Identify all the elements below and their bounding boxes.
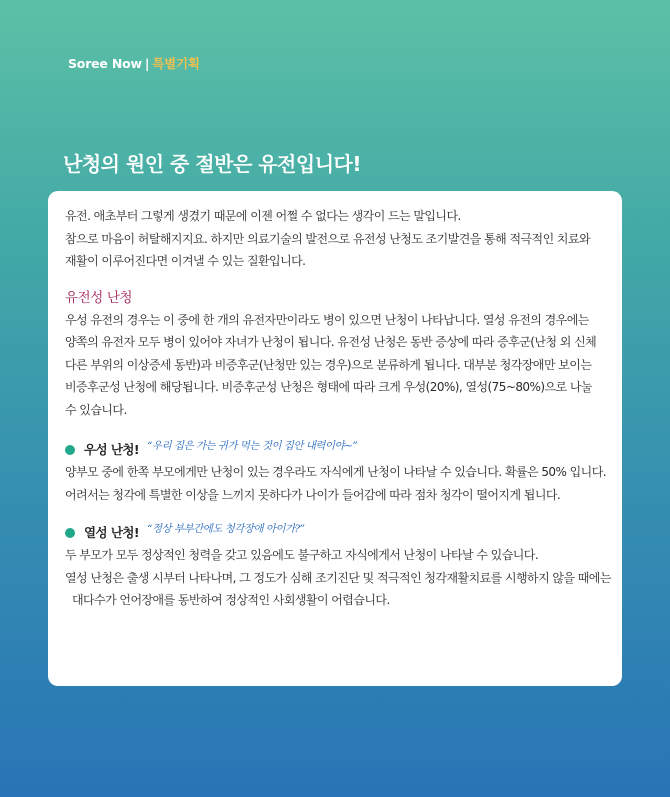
body-line: 양부모 중에 한쪽 부모에게만 난청이 있는 경우라도 자식에게 난청이 나타날 수 있습니다. 확률은 50% 입니다. (65, 465, 607, 479)
body-line: 다른 부위의 이상증세 동반)과 비증후군(난청만 있는 경우)으로 분류하게 됩니다. 대부분 청각장애만 보이는 (65, 357, 592, 372)
body-line: 수 있습니다. (65, 402, 127, 417)
hereditary-paragraph (65, 309, 608, 422)
body-line: 양쪽의 유전자 모두 병이 있어야 자녀가 난청이 됩니다. 유전성 난청은 동반 증상에 따라 증후군(난청 외 신체 (65, 335, 597, 349)
section-title-hereditary: 유전성 난청 (65, 289, 133, 306)
recessive-paragraph (65, 544, 611, 612)
header-separator: | (144, 56, 150, 71)
header-category: 특별기획 (152, 56, 200, 71)
bullet-dot-icon (65, 528, 75, 538)
intro-line: 참으로 마음이 허탈해지지요. 하지만 의료기술의 발전으로 유전성 난청도 조기발견을 통해 적극적인 치료와 (65, 231, 591, 246)
body-line: 두 부모가 모두 정상적인 청력을 갖고 있음에도 불구하고 자식에게서 난청이 나타날 수 있습니다. (65, 548, 539, 562)
recessive-heading (65, 522, 608, 544)
bullet-dot-icon (65, 445, 75, 455)
body-line: 대다수가 언어장애를 동반하여 정상적인 사회생활이 어렵습니다. (72, 593, 390, 607)
page-title: 난청의 원인 중 절반은 유전입니다! (63, 152, 361, 176)
dominant-title: 우성 난청! (84, 442, 140, 457)
recessive-title: 열성 난청! (84, 525, 140, 540)
magazine-header (68, 54, 200, 72)
intro-paragraph (65, 205, 608, 273)
dominant-paragraph (65, 461, 608, 506)
dominant-heading (65, 439, 608, 461)
intro-line: 재활이 이루어진다면 이겨낼 수 있는 질환입니다. (65, 254, 306, 268)
body-line: 열성 난청은 출생 시부터 나타나며, 그 정도가 심해 조기진단 및 적극적인 청각재활치료를 시행하지 않을 때에는 (65, 570, 611, 585)
article-card (48, 191, 622, 686)
brand-name: Soree Now (68, 56, 142, 71)
intro-line: 유전. 애초부터 그렇게 생겼기 때문에 이젠 어쩔 수 없다는 생각이 드는 말입니다. (65, 209, 461, 223)
dominant-quote: “우리 집은 가는 귀가 먹는 것이 집안 내력이야~” (147, 440, 358, 452)
recessive-quote: “정상 부부간에도 청각장애 아이가?” (147, 523, 305, 535)
body-line: 어려서는 청각에 특별한 이상을 느끼지 못하다가 나이가 들어감에 따라 점차 청각이 떨어지게 됩니다. (65, 487, 561, 502)
body-line: 우성 유전의 경우는 이 중에 한 개의 유전자만이라도 병이 있으면 난청이 나타납니다. 열성 유전의 경우에는 (65, 312, 589, 327)
body-line: 비증후군성 난청에 해당됩니다. 비증후군성 난청은 형태에 따라 크게 우성(20%), 열성(75~80%)으로 나눌 (65, 380, 592, 394)
